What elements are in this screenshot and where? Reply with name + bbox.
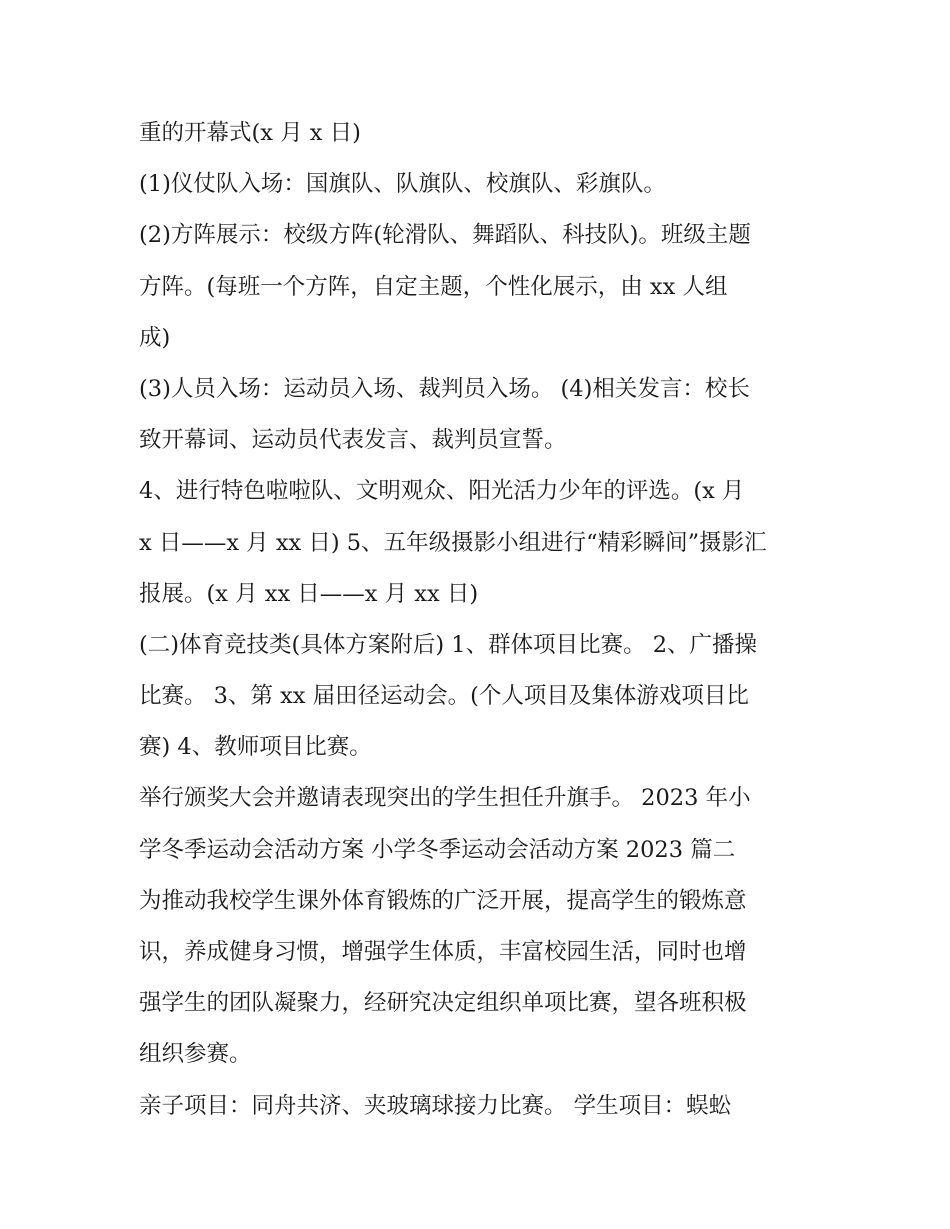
text-line: 识，养成健身习惯，增强学生体质，丰富校园生活，同时也增 [139,939,747,965]
text-line: 赛) 4、教师项目比赛。 [139,734,372,761]
text-line: (二)体育竞技类(具体方案附后) 1、群体项目比赛。 2、广播操 [139,631,758,658]
body-text [139,108,819,1132]
text-line: 致开幕词、运动员代表发言、裁判员宣誓。 [139,427,567,454]
text-line: 4、进行特色啦啦队、文明观众、阳光活力少年的评选。(x 月 [139,478,745,505]
text-line: (3)人员入场：运动员入场、裁判员入场。 (4)相关发言：校长 [139,375,750,402]
text-line: 成) [139,324,171,351]
text-line: 亲子项目：同舟共济、夹玻璃球接力比赛。 学生项目：蜈蚣 [139,1092,732,1119]
text-line: 组织参赛。 [139,1041,252,1068]
text-line: 报展。(x 月 xx 日——x 月 xx 日) [139,580,479,607]
text-line: 为推动我校学生课外体育锻炼的广泛开展，提高学生的锻炼意 [139,887,747,914]
text-line: 强学生的团队凝聚力，经研究决定组织单项比赛，望各班积极 [139,990,747,1017]
text-line: (2)方阵展示：校级方阵(轮滑队、舞蹈队、科技队)。班级主题 [139,222,751,249]
text-line: 学冬季运动会活动方案 小学冬季运动会活动方案 2023 篇二 [139,836,736,863]
text-line: 比赛。 3、第 xx 届田径运动会。(个人项目及集体游戏项目比 [139,683,749,710]
text-line: x 日——x 月 xx 日) 5、五年级摄影小组进行“精彩瞬间”摄影汇 [139,529,767,556]
text-line: 重的开幕式(x 月 x 日) [139,120,361,146]
text-line: 举行颁奖大会并邀请表现突出的学生担任升旗手。 2023 年小 [139,785,751,812]
text-line: (1)仪仗队入场：国旗队、队旗队、校旗队、彩旗队。 [139,171,666,198]
text-line: 方阵。(每班一个方阵，自定主题，个性化展示，由 xx 人组 [139,273,728,300]
